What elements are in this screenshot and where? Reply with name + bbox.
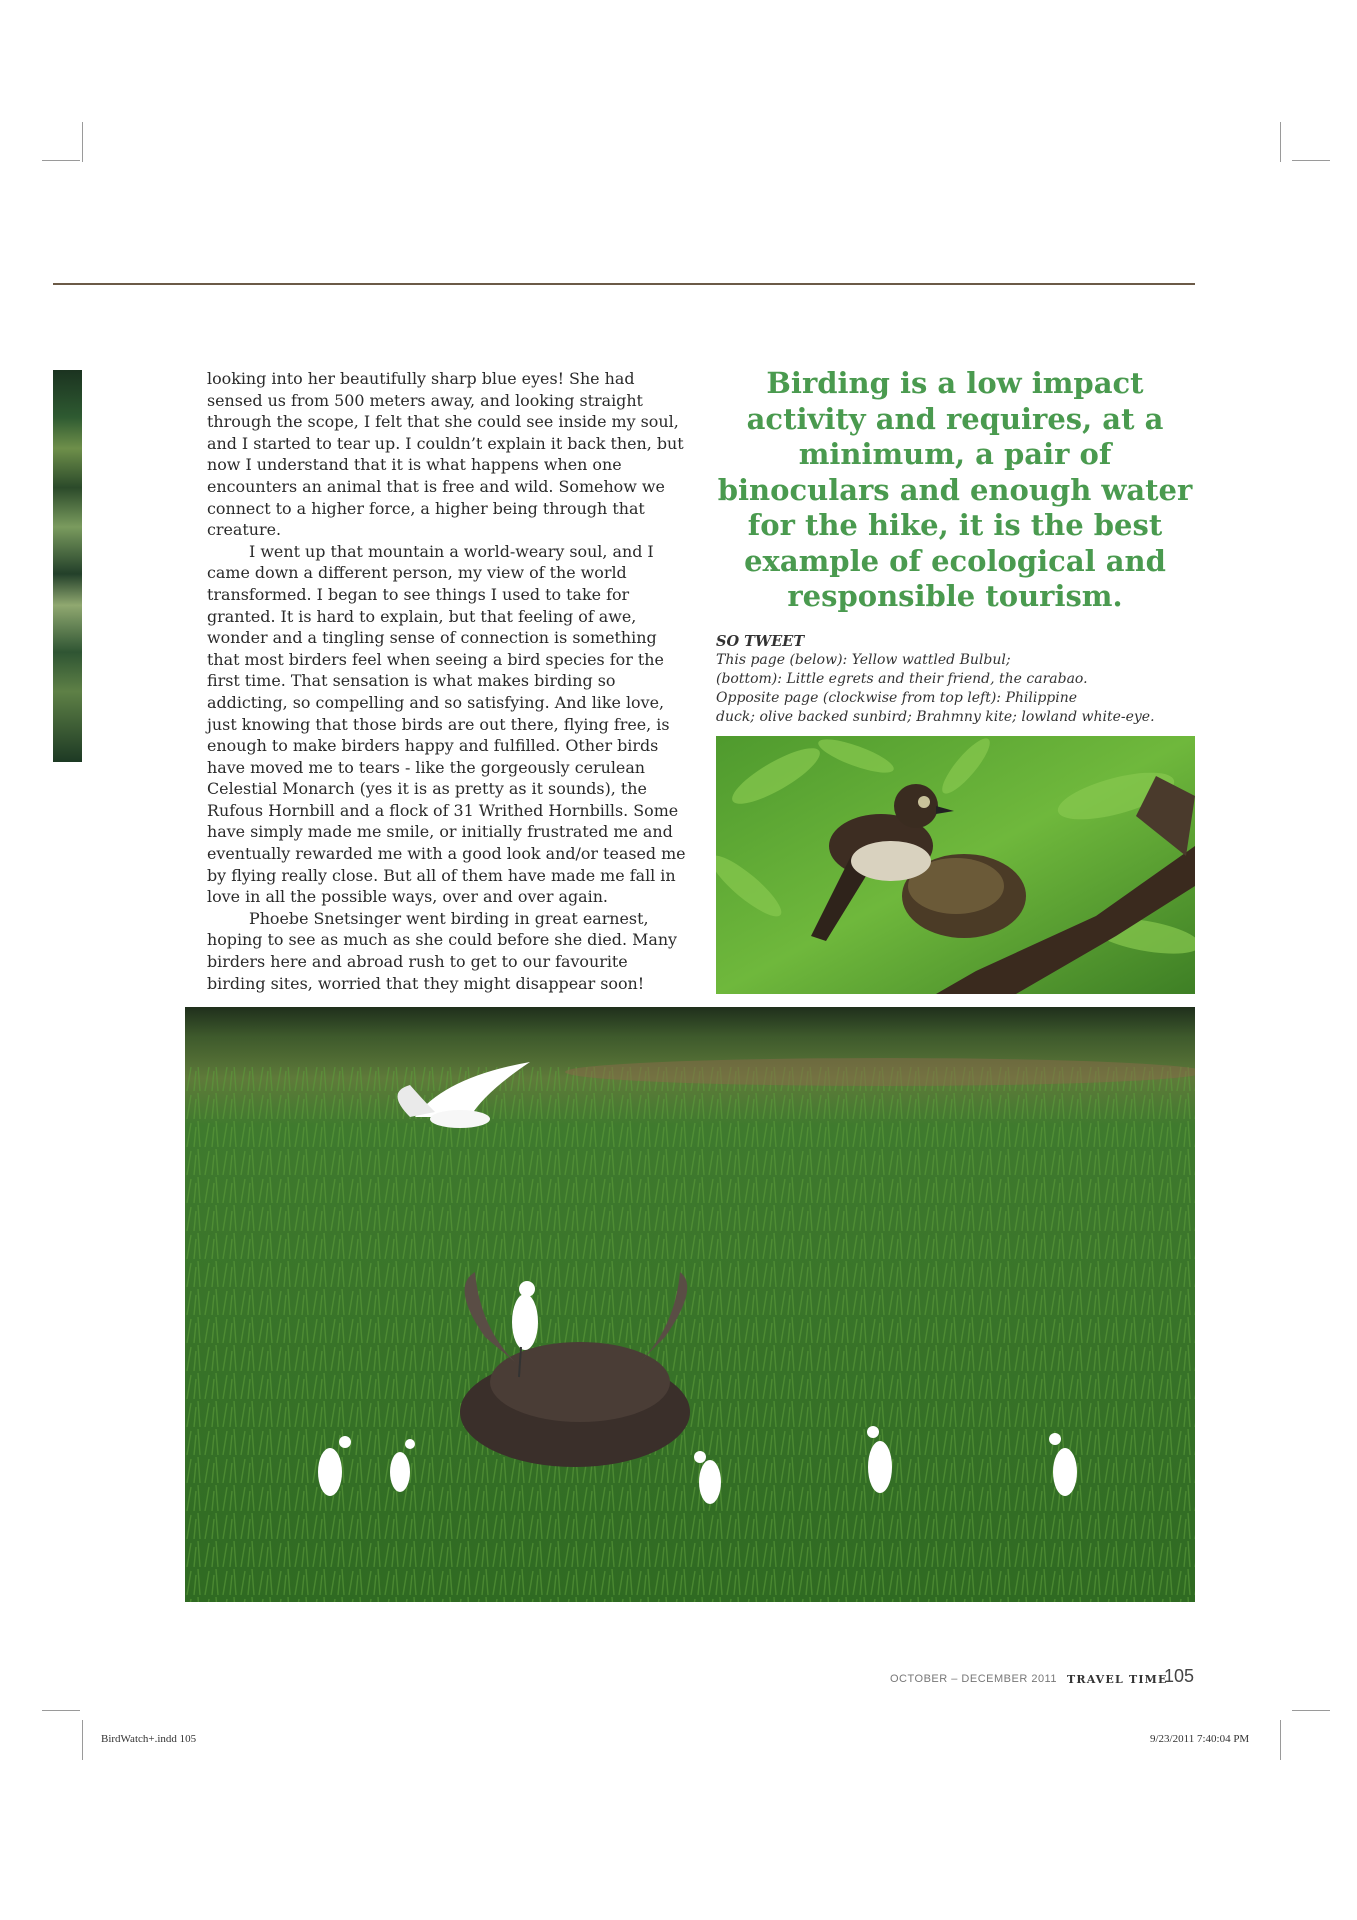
caption-line: (bottom): Little egrets and their friend, the carabao. — [716, 671, 1088, 687]
file-slug: BirdWatch+.indd 105 — [101, 1733, 197, 1745]
body-paragraph: looking into her beautifully sharp blue eyes! She had sensed us from 500 meters away, and looking straight through the scope, I felt that she could see inside my soul, and I started to tear up. I couldn’t explain it back then, but now I understand that it is what happens when one encounters an animal that is free and wild. Somehow we connect to a higher force, a higher being through that creature. — [207, 369, 684, 540]
timestamp-slug: 9/23/2011 7:40:04 PM — [1150, 1733, 1250, 1745]
crop-mark — [1292, 1710, 1330, 1711]
bulbul-photo — [716, 736, 1195, 994]
crop-mark — [82, 122, 83, 162]
photo-strip-edge — [53, 370, 82, 762]
body-paragraph: I went up that mountain a world-weary soul, and I came down a different person, my view of the world transformed. I began to see things I used to take for granted. It is hard to explain, but that feeling of awe, wonder and a tingling sense of connection is something that most birders feel when seeing a bird species for the first time. That sensation is what makes birding so addicting, so compelling and so satisfying. And like love, just knowing that those birds are out there, flying free, is enough to make birders happy and fulfilled. Other birds have moved me to tears - like the gorgeously cerulean Celestial Monarch (yes it is as pretty as it sounds), the Rufous Hornbill and a flock of 31 Writhed Hornbills. Some have simply made me smile, or initially frustrated me and eventually rewarded me with a good look and/or teased me by flying really close. But all of them have made me fall in love in all the possible ways, over and over again. — [207, 541, 686, 907]
magazine-name: TRAVEL TIME — [1067, 1673, 1168, 1686]
crop-mark — [42, 1710, 80, 1711]
header-rule — [53, 283, 1195, 285]
page-number: 105 — [1164, 1666, 1195, 1686]
crop-mark — [1280, 122, 1281, 162]
egrets-carabao-photo — [185, 1007, 1195, 1602]
crop-mark — [1292, 160, 1330, 161]
pull-quote: Birding is a low impact activity and requires, at a minimum, a pair of binoculars and enough water for the hike, it is the best example of ecological and responsible tourism. — [717, 366, 1193, 613]
caption-line: This page (below): Yellow wattled Bulbul; — [716, 652, 1011, 668]
crop-mark — [42, 160, 80, 161]
issue-date: OCTOBER – DECEMBER 2011 — [890, 1673, 1057, 1685]
caption-line: Opposite page (clockwise from top left): Philippine — [716, 690, 1078, 706]
article-body — [207, 368, 687, 994]
caption-line: duck; olive backed sunbird; Brahmny kite; lowland white-eye. — [716, 709, 1155, 725]
photo-caption — [716, 632, 1206, 727]
crop-mark — [1280, 1720, 1281, 1760]
body-paragraph: Phoebe Snetsinger went birding in great earnest, hoping to see as much as she could before she died. Many birders here and abroad rush to get to our favourite birding sites, worried that they might disappear soon! — [207, 908, 678, 993]
crop-mark — [82, 1720, 83, 1760]
caption-title: SO TWEET — [716, 633, 805, 650]
